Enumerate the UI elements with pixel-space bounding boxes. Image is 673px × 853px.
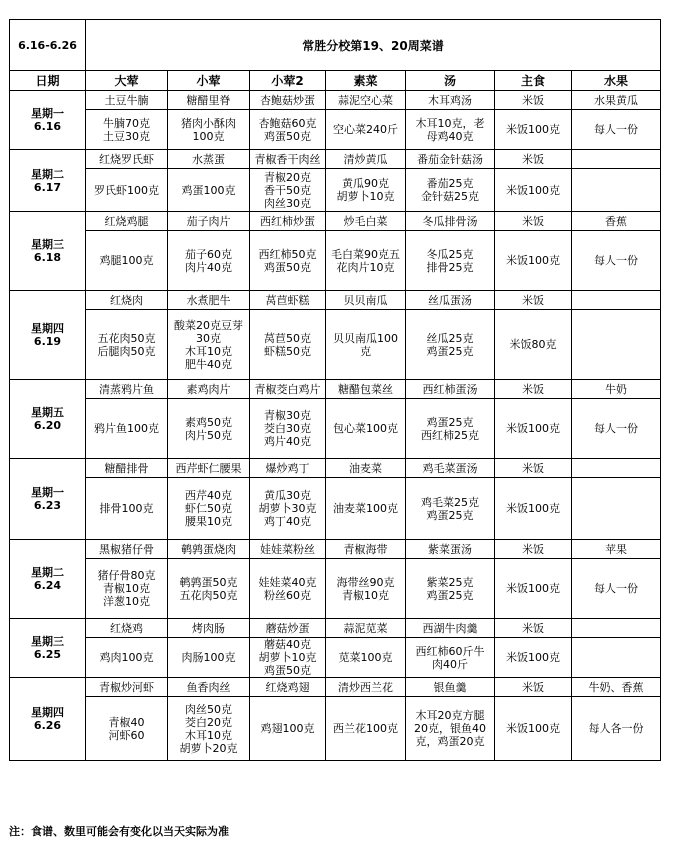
ingredients-side-meat: 肉肠100克 xyxy=(168,638,250,678)
weekday-label: 星期一 xyxy=(31,486,64,499)
date-label: 6.16 xyxy=(33,120,62,133)
ingredients-row xyxy=(10,231,661,291)
ingredients-staple: 米饭100克 xyxy=(495,110,572,150)
dish-name-fruit: 牛奶、香蕉 xyxy=(572,678,661,697)
dish-name-side-meat: 水煮肥牛 xyxy=(168,291,250,310)
ingredients-side-meat-2: 鸡翅100克 xyxy=(250,697,326,761)
ingredients-row xyxy=(10,559,661,619)
dish-name-fruit xyxy=(572,459,661,478)
page-title: 常胜分校第19、20周菜谱 xyxy=(86,20,661,71)
ingredients-side-meat: 酸菜20克豆芽 30克 木耳10克 肥牛40克 xyxy=(168,310,250,380)
dish-name-main-meat: 糖醋排骨 xyxy=(86,459,168,478)
ingredients-side-meat: 鸡蛋100克 xyxy=(168,169,250,212)
ingredients-staple: 米饭100克 xyxy=(495,399,572,459)
menu-row xyxy=(10,212,661,231)
ingredients-side-meat: 素鸡50克 肉片50克 xyxy=(168,399,250,459)
header-soup: 汤 xyxy=(406,71,495,91)
dish-name-staple: 米饭 xyxy=(495,291,572,310)
dish-name-side-meat: 鹌鹑蛋烧肉 xyxy=(168,540,250,559)
menu-row xyxy=(10,619,661,638)
menu-table xyxy=(9,19,661,761)
ingredients-vegetable: 苋菜100克 xyxy=(326,638,406,678)
menu-row xyxy=(10,91,661,110)
dish-name-fruit: 香蕉 xyxy=(572,212,661,231)
weekday-label: 星期四 xyxy=(31,322,64,335)
ingredients-side-meat-2: 青椒20克 香干50克 肉丝30克 xyxy=(250,169,326,212)
title-row xyxy=(10,20,661,71)
ingredients-vegetable: 海带丝90克 青椒10克 xyxy=(326,559,406,619)
dish-name-staple: 米饭 xyxy=(495,380,572,399)
day-cell xyxy=(10,291,86,380)
dish-name-main-meat: 土豆牛腩 xyxy=(86,91,168,110)
ingredients-fruit xyxy=(572,478,661,540)
ingredients-staple: 米饭100克 xyxy=(495,169,572,212)
ingredients-fruit: 每人一份 xyxy=(572,231,661,291)
ingredients-main-meat: 鸡腿100克 xyxy=(86,231,168,291)
dish-name-side-meat-2: 西红柿炒蛋 xyxy=(250,212,326,231)
dish-name-fruit xyxy=(572,291,661,310)
ingredients-soup: 冬瓜25克 排骨25克 xyxy=(406,231,495,291)
weekday-label: 星期三 xyxy=(31,635,64,648)
dish-name-vegetable: 青椒海带 xyxy=(326,540,406,559)
date-label: 6.26 xyxy=(33,719,62,732)
dish-name-soup: 银鱼羹 xyxy=(406,678,495,697)
date-label: 6.19 xyxy=(33,335,62,348)
ingredients-soup: 紫菜25克 鸡蛋25克 xyxy=(406,559,495,619)
weekday-label: 星期一 xyxy=(31,107,64,120)
ingredients-soup: 西红柿60斤牛 肉40斤 xyxy=(406,638,495,678)
ingredients-soup: 鸡蛋25克 西红柿25克 xyxy=(406,399,495,459)
dish-name-staple: 米饭 xyxy=(495,540,572,559)
ingredients-fruit xyxy=(572,638,661,678)
ingredients-main-meat: 猪仔骨80克 青椒10克 洋葱10克 xyxy=(86,559,168,619)
ingredients-main-meat: 青椒40 河虾60 xyxy=(86,697,168,761)
dish-name-staple: 米饭 xyxy=(495,91,572,110)
day-cell xyxy=(10,459,86,540)
day-cell xyxy=(10,540,86,619)
ingredients-main-meat: 五花肉50克 后腿肉50克 xyxy=(86,310,168,380)
ingredients-vegetable: 空心菜240斤 xyxy=(326,110,406,150)
ingredients-row xyxy=(10,110,661,150)
dish-name-side-meat: 西芹虾仁腰果 xyxy=(168,459,250,478)
day-cell xyxy=(10,678,86,761)
ingredients-row xyxy=(10,478,661,540)
date-range: 6.16-6.26 xyxy=(10,20,86,71)
dish-name-staple: 米饭 xyxy=(495,619,572,638)
ingredients-staple: 米饭80克 xyxy=(495,310,572,380)
weekday-label: 星期二 xyxy=(31,167,64,181)
ingredients-row xyxy=(10,697,661,761)
dish-name-side-meat: 糖醋里脊 xyxy=(168,91,250,110)
header-side-meat: 小荤 xyxy=(168,71,250,91)
dish-name-side-meat-2: 爆炒鸡丁 xyxy=(250,459,326,478)
ingredients-side-meat: 肉丝50克 茭白20克 木耳10克 胡萝卜20克 xyxy=(168,697,250,761)
ingredients-side-meat-2: 西红柿50克 鸡蛋50克 xyxy=(250,231,326,291)
dish-name-vegetable: 糖醋包菜丝 xyxy=(326,380,406,399)
dish-name-soup: 冬瓜排骨汤 xyxy=(406,212,495,231)
ingredients-side-meat-2: 黄瓜30克 胡萝卜30克 鸡丁40克 xyxy=(250,478,326,540)
dish-name-staple: 米饭 xyxy=(495,459,572,478)
dish-name-main-meat: 红烧罗氏虾 xyxy=(86,150,168,169)
dish-name-main-meat: 红烧鸡 xyxy=(86,619,168,638)
dish-name-soup: 鸡毛菜蛋汤 xyxy=(406,459,495,478)
ingredients-vegetable: 油麦菜100克 xyxy=(326,478,406,540)
ingredients-side-meat-2: 蘑菇40克 胡萝卜10克 鸡蛋50克 xyxy=(250,638,326,678)
ingredients-soup: 木耳10克，老 母鸡40克 xyxy=(406,110,495,150)
menu-row xyxy=(10,459,661,478)
dish-name-side-meat: 素鸡肉片 xyxy=(168,380,250,399)
dish-name-vegetable: 清炒西兰花 xyxy=(326,678,406,697)
header-date: 日期 xyxy=(10,71,86,91)
date-label: 6.20 xyxy=(33,419,62,432)
dish-name-main-meat: 红烧肉 xyxy=(86,291,168,310)
dish-name-fruit: 牛奶 xyxy=(572,380,661,399)
dish-name-vegetable: 清炒黄瓜 xyxy=(326,150,406,169)
weekday-label: 星期二 xyxy=(31,566,64,579)
ingredients-side-meat-2: 青椒30克 茭白30克 鸡片40克 xyxy=(250,399,326,459)
ingredients-soup: 丝瓜25克 鸡蛋25克 xyxy=(406,310,495,380)
weekday-label: 星期三 xyxy=(31,238,64,251)
weekday-label: 星期四 xyxy=(31,706,64,719)
ingredients-soup: 木耳20克方腿 20克，银鱼40 克，鸡蛋20克 xyxy=(406,697,495,761)
day-cell xyxy=(10,380,86,459)
dish-name-side-meat-2: 红烧鸡翅 xyxy=(250,678,326,697)
ingredients-vegetable: 包心菜100克 xyxy=(326,399,406,459)
ingredients-fruit xyxy=(572,310,661,380)
dish-name-side-meat-2: 娃娃菜粉丝 xyxy=(250,540,326,559)
header-main-meat: 大荤 xyxy=(86,71,168,91)
menu-row xyxy=(10,380,661,399)
ingredients-side-meat: 茄子60克 肉片40克 xyxy=(168,231,250,291)
ingredients-vegetable: 贝贝南瓜100 克 xyxy=(326,310,406,380)
dish-name-vegetable: 炒毛白菜 xyxy=(326,212,406,231)
ingredients-staple: 米饭100克 xyxy=(495,559,572,619)
ingredients-side-meat: 鹌鹑蛋50克 五花肉50克 xyxy=(168,559,250,619)
dish-name-fruit xyxy=(572,150,661,169)
ingredients-main-meat: 罗氏虾100克 xyxy=(86,169,168,212)
dish-name-side-meat-2: 杏鲍菇炒蛋 xyxy=(250,91,326,110)
dish-name-vegetable: 贝贝南瓜 xyxy=(326,291,406,310)
day-cell xyxy=(10,619,86,678)
ingredients-side-meat-2: 娃娃菜40克 粉丝60克 xyxy=(250,559,326,619)
ingredients-main-meat: 鸦片鱼100克 xyxy=(86,399,168,459)
menu-row xyxy=(10,291,661,310)
ingredients-side-meat: 猪肉小酥肉 100克 xyxy=(168,110,250,150)
header-vegetable: 素菜 xyxy=(326,71,406,91)
dish-name-soup: 丝瓜蛋汤 xyxy=(406,291,495,310)
day-cell xyxy=(10,212,86,291)
ingredients-side-meat-2: 杏鲍菇60克 鸡蛋50克 xyxy=(250,110,326,150)
menu-row xyxy=(10,540,661,559)
ingredients-soup: 鸡毛菜25克 鸡蛋25克 xyxy=(406,478,495,540)
dish-name-vegetable: 油麦菜 xyxy=(326,459,406,478)
dish-name-side-meat: 烤肉肠 xyxy=(168,619,250,638)
day-cell xyxy=(10,91,86,150)
ingredients-fruit: 每人一份 xyxy=(572,399,661,459)
ingredients-fruit: 每人一份 xyxy=(572,559,661,619)
dish-name-staple: 米饭 xyxy=(495,212,572,231)
ingredients-staple: 米饭100克 xyxy=(495,231,572,291)
ingredients-row xyxy=(10,638,661,678)
dish-name-soup: 西红柿蛋汤 xyxy=(406,380,495,399)
dish-name-staple: 米饭 xyxy=(495,150,572,169)
footnote: 注：食谱、数里可能会有变化以当天实际为准 xyxy=(9,825,229,838)
ingredients-main-meat: 鸡肉100克 xyxy=(86,638,168,678)
header-side-meat-2: 小荤2 xyxy=(250,71,326,91)
ingredients-soup: 番茄25克 金针菇25克 xyxy=(406,169,495,212)
dish-name-side-meat: 茄子肉片 xyxy=(168,212,250,231)
dish-name-main-meat: 红烧鸡腿 xyxy=(86,212,168,231)
ingredients-row xyxy=(10,399,661,459)
ingredients-row xyxy=(10,310,661,380)
date-label: 6.17 xyxy=(33,180,62,194)
dish-name-soup: 紫菜蛋汤 xyxy=(406,540,495,559)
ingredients-fruit: 每人一份 xyxy=(572,110,661,150)
day-cell xyxy=(10,150,86,212)
dish-name-fruit: 苹果 xyxy=(572,540,661,559)
header-fruit: 水果 xyxy=(572,71,661,91)
ingredients-side-meat: 西芹40克 虾仁50克 腰果10克 xyxy=(168,478,250,540)
dish-name-soup: 西湖牛肉羹 xyxy=(406,619,495,638)
dish-name-soup: 番茄金针菇汤 xyxy=(406,150,495,169)
ingredients-staple: 米饭100克 xyxy=(495,638,572,678)
date-label: 6.24 xyxy=(33,579,62,592)
dish-name-vegetable: 蒜泥空心菜 xyxy=(326,91,406,110)
ingredients-main-meat: 牛腩70克 土豆30克 xyxy=(86,110,168,150)
dish-name-main-meat: 黑椒猪仔骨 xyxy=(86,540,168,559)
dish-name-side-meat-2: 莴苣虾糕 xyxy=(250,291,326,310)
dish-name-staple: 米饭 xyxy=(495,678,572,697)
ingredients-staple: 米饭100克 xyxy=(495,697,572,761)
ingredients-fruit: 每人各一份 xyxy=(572,697,661,761)
header-row xyxy=(10,71,661,91)
dish-name-side-meat-2: 青椒香干肉丝 xyxy=(250,150,326,169)
dish-name-main-meat: 清蒸鸦片鱼 xyxy=(86,380,168,399)
ingredients-main-meat: 排骨100克 xyxy=(86,478,168,540)
dish-name-soup: 木耳鸡汤 xyxy=(406,91,495,110)
date-label: 6.25 xyxy=(33,648,62,661)
date-label: 6.18 xyxy=(33,251,62,264)
ingredients-vegetable: 毛白菜90克五 花肉片10克 xyxy=(326,231,406,291)
menu-row xyxy=(10,678,661,697)
dish-name-side-meat-2: 青椒茭白鸡片 xyxy=(250,380,326,399)
ingredients-row xyxy=(10,169,661,212)
date-label: 6.23 xyxy=(33,499,62,512)
weekday-label: 星期五 xyxy=(31,406,64,419)
dish-name-side-meat: 鱼香肉丝 xyxy=(168,678,250,697)
dish-name-side-meat-2: 蘑菇炒蛋 xyxy=(250,619,326,638)
ingredients-vegetable: 西兰花100克 xyxy=(326,697,406,761)
dish-name-vegetable: 蒜泥苋菜 xyxy=(326,619,406,638)
ingredients-vegetable: 黄瓜90克 胡萝卜10克 xyxy=(326,169,406,212)
header-staple: 主食 xyxy=(495,71,572,91)
ingredients-side-meat-2: 莴苣50克 虾糕50克 xyxy=(250,310,326,380)
ingredients-fruit xyxy=(572,169,661,212)
ingredients-staple: 米饭100克 xyxy=(495,478,572,540)
menu-row xyxy=(10,150,661,169)
dish-name-main-meat: 青椒炒河虾 xyxy=(86,678,168,697)
dish-name-side-meat: 水蒸蛋 xyxy=(168,150,250,169)
dish-name-fruit xyxy=(572,619,661,638)
dish-name-fruit: 水果黄瓜 xyxy=(572,91,661,110)
